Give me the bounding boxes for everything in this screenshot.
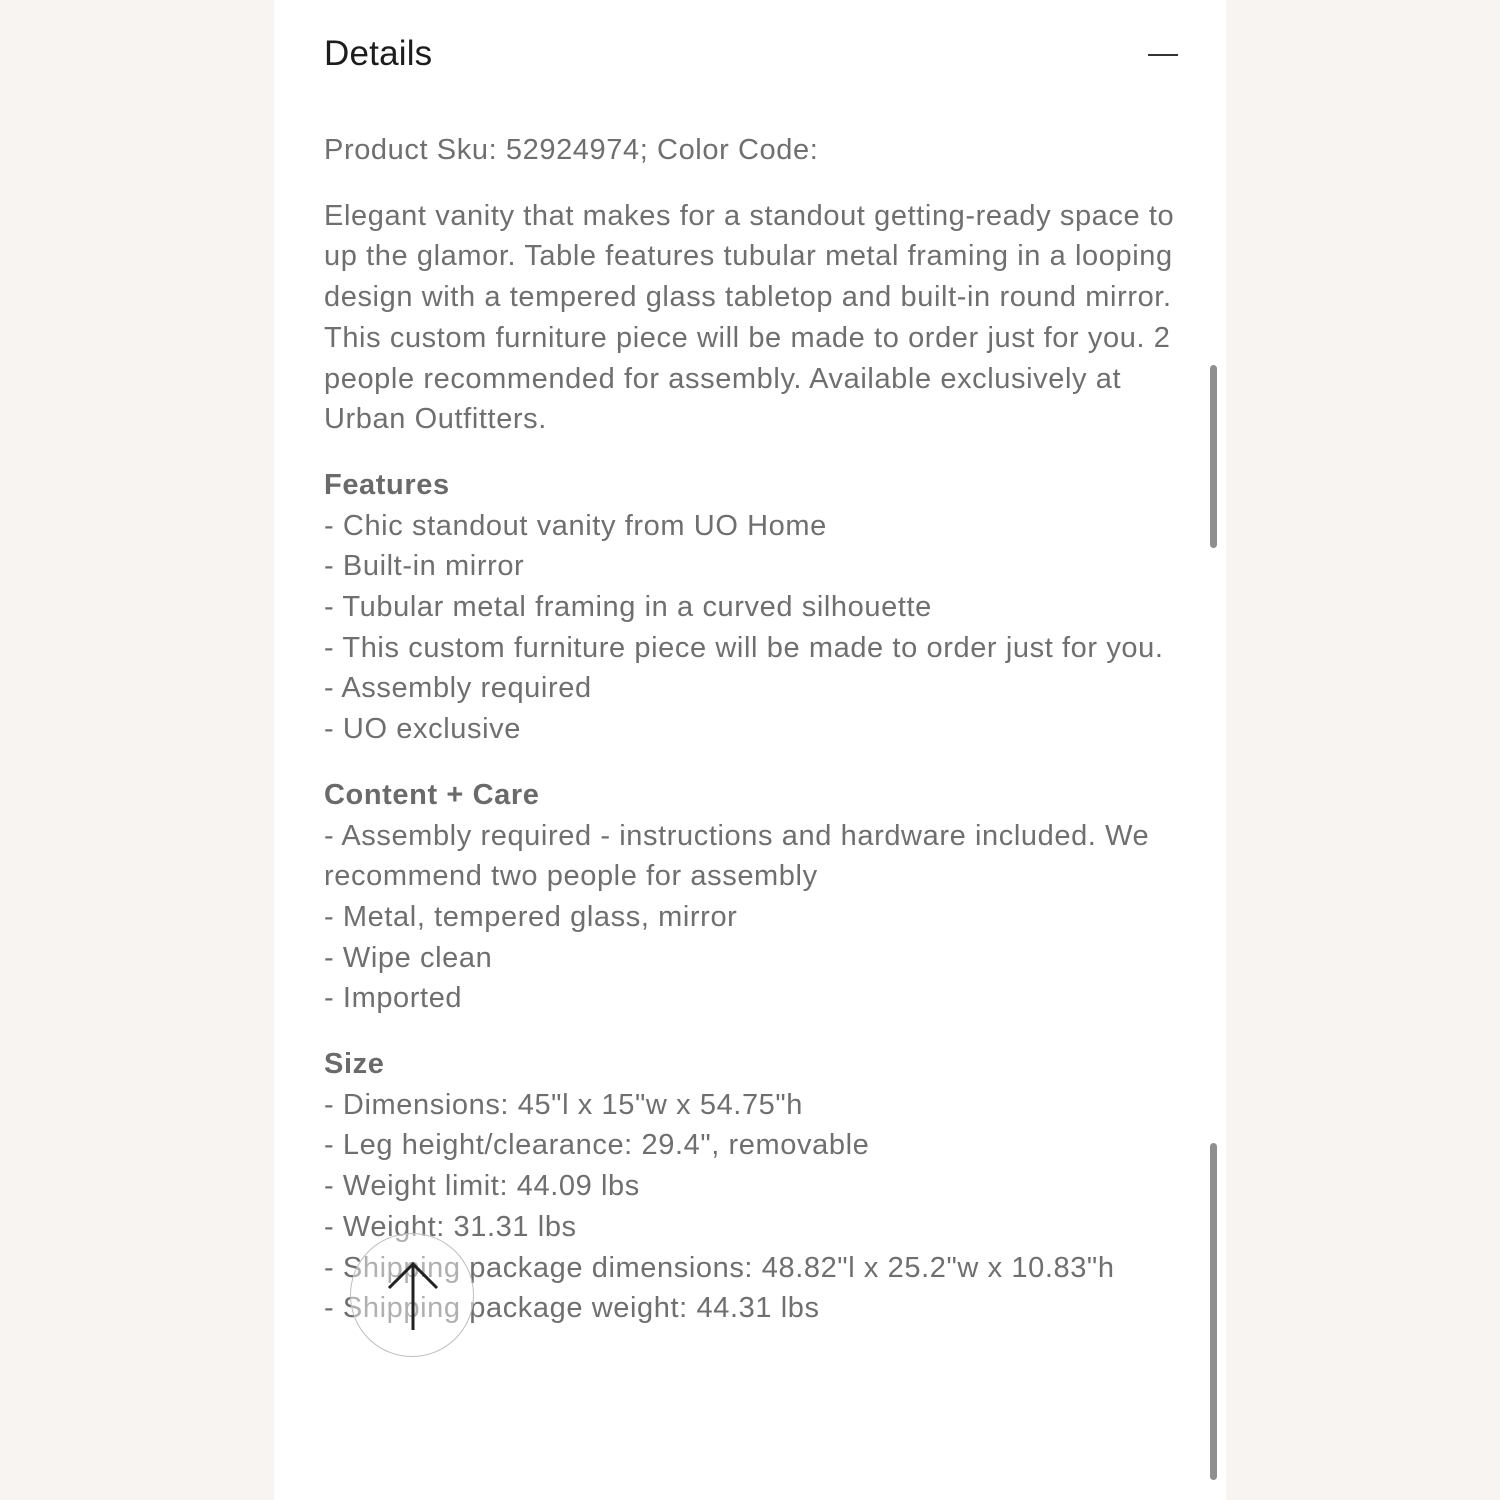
product-sku: Product Sku: 52924974; Color Code:: [324, 134, 819, 166]
list-item: - Shipping package weight: 44.31 lbs: [324, 1292, 820, 1325]
list-item: - Metal, tempered glass, mirror: [324, 900, 738, 933]
list-item: - Tubular metal framing in a curved silhouette: [324, 591, 932, 624]
details-accordion-header[interactable]: [324, 30, 1178, 86]
content-care-section: [324, 775, 1194, 1019]
list-item: - Chic standout vanity from UO Home: [324, 509, 827, 542]
list-item: - Dimensions: 45"l x 15"w x 54.75"h: [324, 1088, 804, 1121]
features-heading: Features: [324, 468, 450, 501]
features-list: [324, 506, 1194, 750]
arrow-up-icon: [381, 1258, 445, 1334]
list-item: - Built-in mirror: [324, 550, 525, 583]
list-item: - Assembly required: [324, 672, 592, 705]
list-item: - Wipe clean: [324, 941, 493, 974]
list-item: - Assembly required - instructions and hardware included. We recommend two people for assembly: [324, 819, 1150, 893]
list-item: - Weight limit: 44.09 lbs: [324, 1170, 640, 1203]
list-item: - Leg height/clearance: 29.4", removable: [324, 1129, 870, 1162]
details-panel: [274, 0, 1226, 1500]
back-to-top-button[interactable]: [350, 1233, 474, 1357]
details-title: Details: [324, 34, 433, 73]
features-section: [324, 465, 1194, 750]
list-item: - Weight: 31.31 lbs: [324, 1210, 577, 1243]
list-item: - UO exclusive: [324, 713, 521, 746]
scrollbar-thumb[interactable]: [1210, 365, 1217, 548]
content-care-heading: Content + Care: [324, 778, 540, 811]
minus-icon[interactable]: [1148, 54, 1178, 56]
list-item: - Imported: [324, 982, 463, 1015]
content-care-list: [324, 816, 1194, 1020]
product-description: Elegant vanity that makes for a standout getting-ready space to up the glamor. Table features tubular metal framing in a looping design with a tempered glass tabletop and built-in round mirror. This custom furniture piece will be made to order just for you. 2 people recommended for assembly. Available exclusively at Urban Outfitters.: [324, 199, 1175, 436]
details-content: [324, 130, 1194, 1354]
size-heading: Size: [324, 1048, 385, 1081]
scrollbar-thumb[interactable]: [1210, 1143, 1217, 1480]
scrollbar[interactable]: [1210, 0, 1220, 1500]
list-item: - This custom furniture piece will be made to order just for you.: [324, 631, 1164, 664]
list-item: - Shipping package dimensions: 48.82"l x 25.2"w x 10.83"h: [324, 1251, 1115, 1284]
